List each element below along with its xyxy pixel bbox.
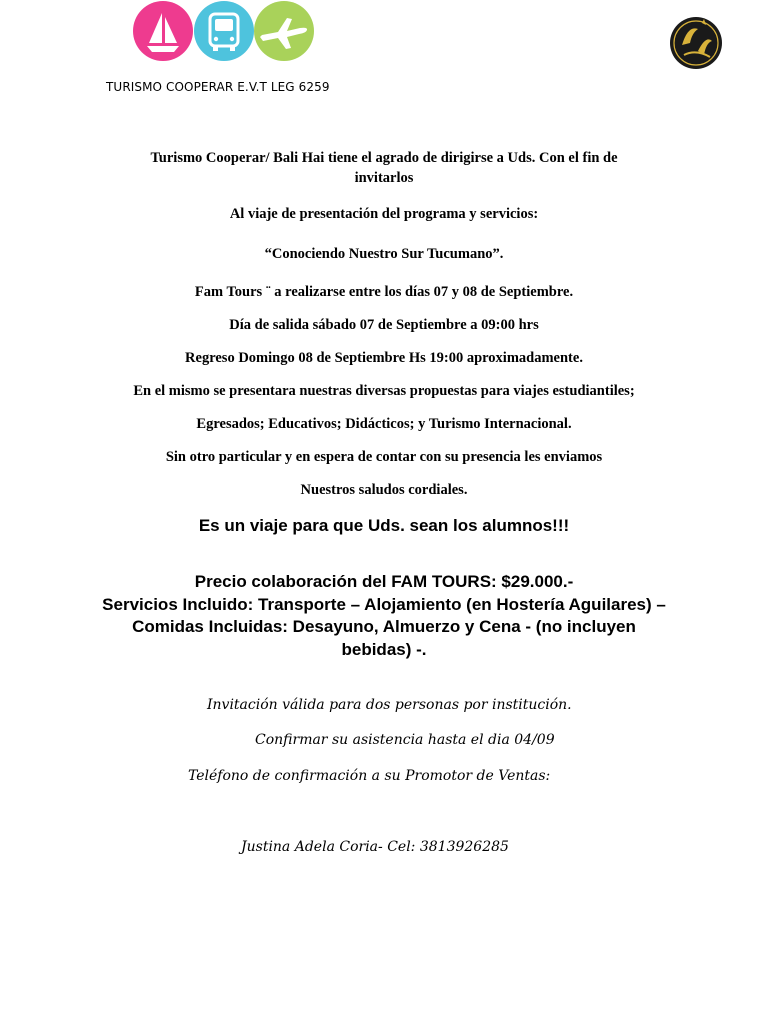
invitation-note: Invitación válida para dos personas por institución. <box>207 697 572 713</box>
bus-icon <box>194 1 254 61</box>
closing-text: Sin otro particular y en espera de contar con su presencia les enviamos <box>165 449 603 465</box>
confirm-deadline: Confirmar su asistencia hasta el dia 04/09 <box>255 732 555 748</box>
services-included: Servicios Incluido: Transporte – Alojamiento (en Hostería Aguilares) – Comidas Incluidas: Desayuno, Almuerzo y Cena - (no incluyen bebidas) -. <box>102 594 666 659</box>
phone-label: Teléfono de confirmación a su Promotor de Ventas: <box>188 768 551 784</box>
proposals-text: En el mismo se presentara nuestras diversas propuestas para viajes estudiantiles; <box>133 383 635 399</box>
sailboat-icon <box>133 1 193 61</box>
highlight-slogan: Es un viaje para que Uds. sean los alumnos!!! <box>198 516 570 535</box>
trip-title: “Conociendo Nuestro Sur Tucumano”. <box>264 246 504 262</box>
departure-info: Día de salida sábado 07 de Septiembre a 09:00 hrs <box>229 317 539 333</box>
airplane-icon <box>254 1 314 61</box>
bali-hai-seal-logo <box>668 15 724 71</box>
fam-tours-dates: Fam Tours ¨ a realizarse entre los días 07 y 08 de Septiembre. <box>194 284 574 300</box>
trip-categories: Egresados; Educativos; Didácticos; y Turismo Internacional. <box>196 416 572 432</box>
program-intro: Al viaje de presentación del programa y servicios: <box>229 206 539 222</box>
price-block <box>100 571 668 661</box>
price-line: Precio colaboración del FAM TOURS: $29.000.- <box>194 572 574 591</box>
return-info: Regreso Domingo 08 de Septiembre Hs 19:00 aproximadamente. <box>185 350 583 366</box>
intro-paragraph: Turismo Cooperar/ Bali Hai tiene el agrado de dirigirse a Uds. Con el fin de invitarlos <box>150 150 618 186</box>
contact-info: Justina Adela Coria- Cel: 3813926285 <box>241 839 509 855</box>
company-header: TURISMO COOPERAR E.V.T LEG 6259 <box>106 80 330 94</box>
greetings-text: Nuestros saludos cordiales. <box>300 482 468 498</box>
